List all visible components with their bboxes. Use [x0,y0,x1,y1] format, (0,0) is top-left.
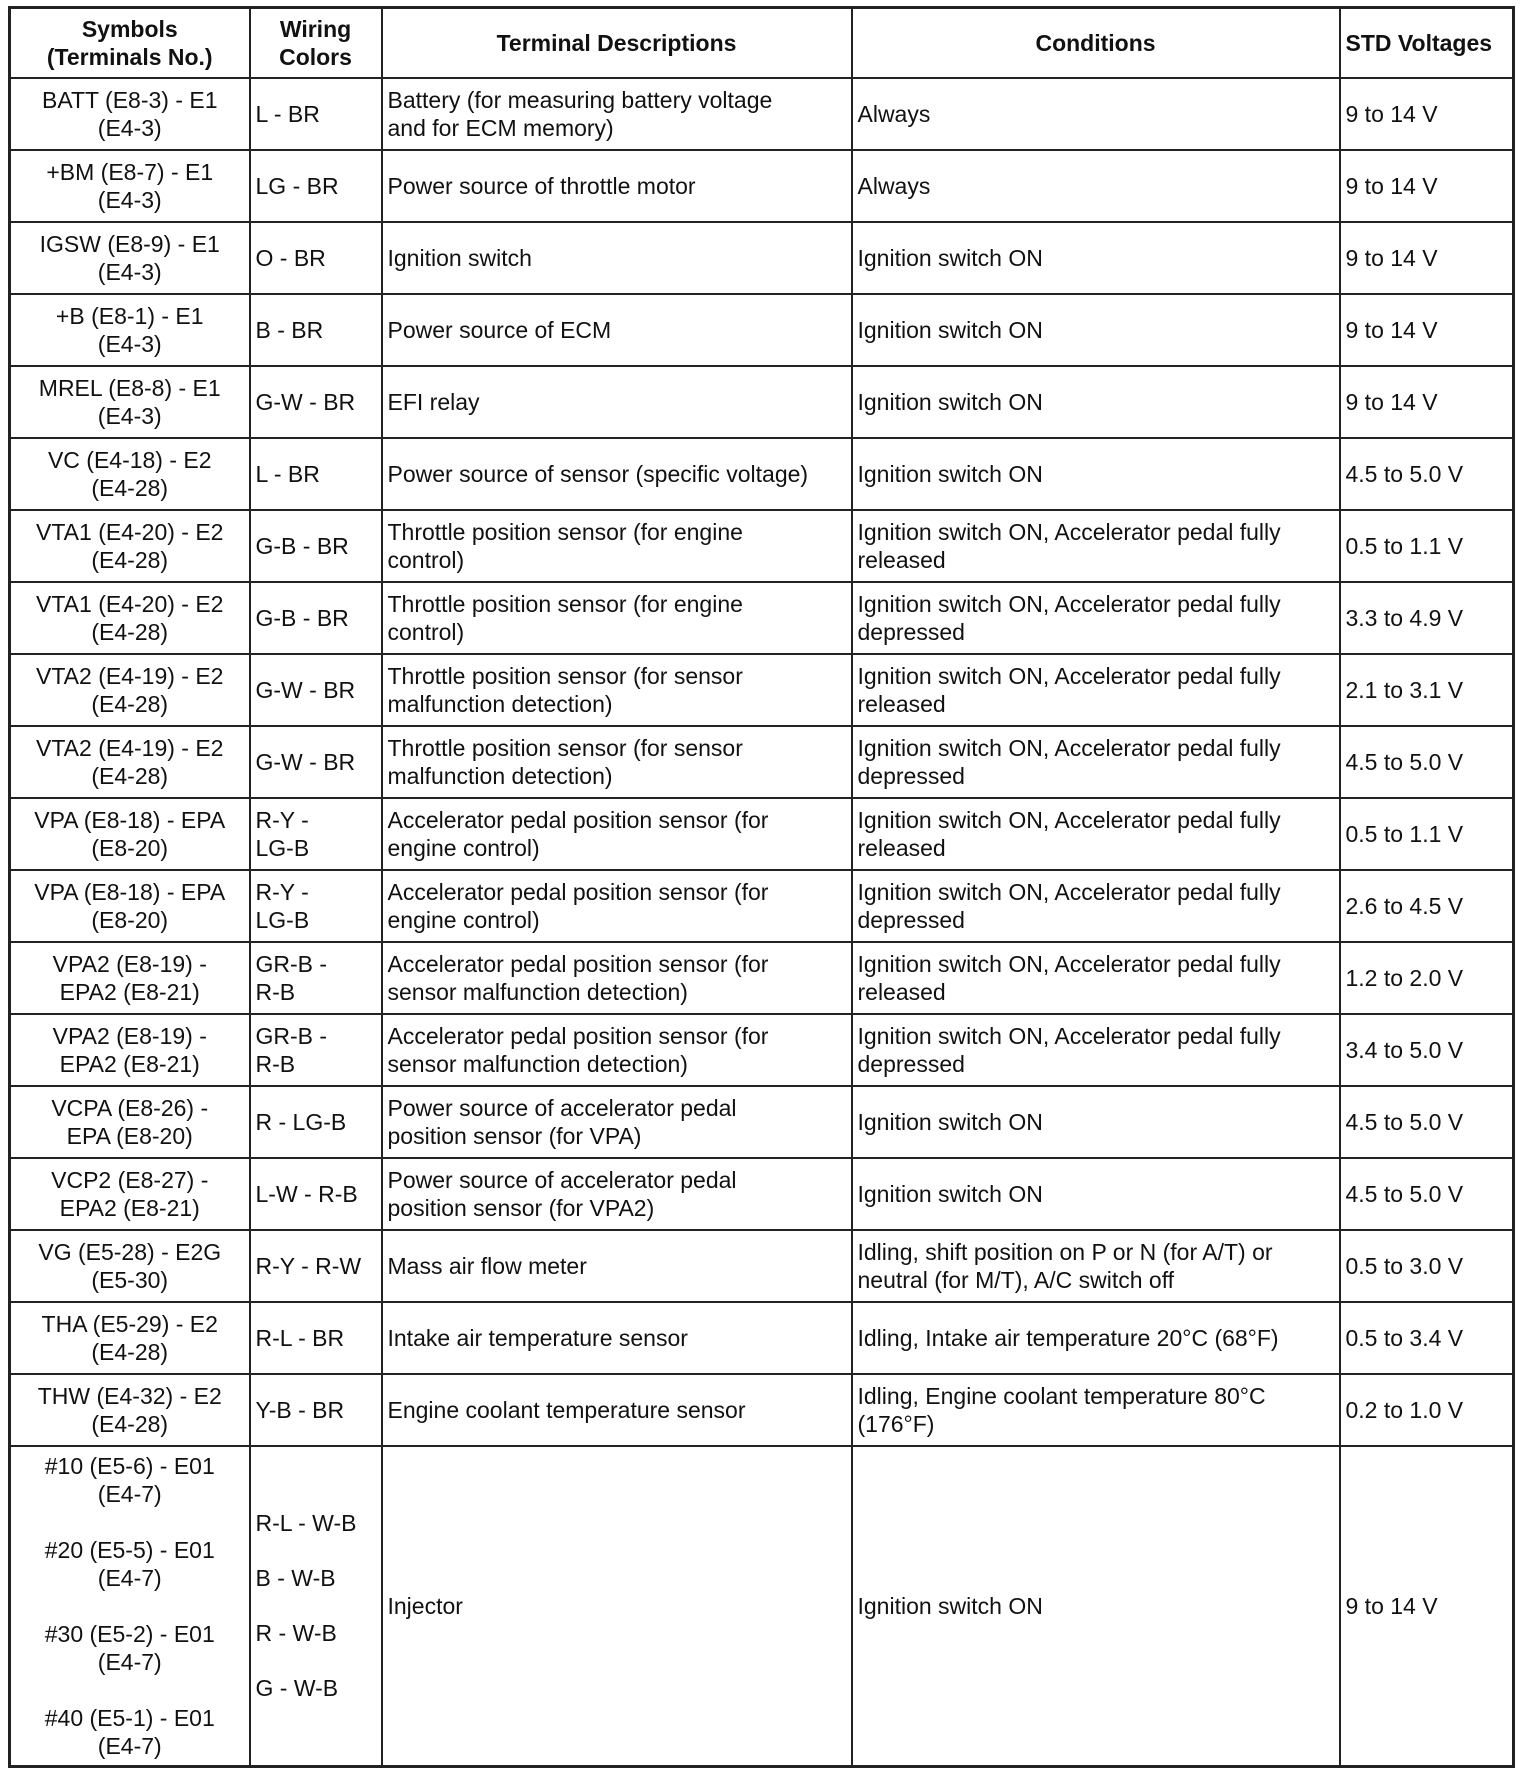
cell-symbol [10,510,250,582]
symbol-line: #10 (E5-6) - E01 [44,1452,215,1479]
cell-line: R-Y - R-W [255,1253,362,1279]
cell-wiring [250,294,382,366]
cell-line: and for ECM memory) [387,115,614,141]
cell-symbol [10,798,250,870]
cell-wiring [250,870,382,942]
cell-symbol [10,150,250,222]
cell-line: Ignition switch ON [857,245,1043,271]
cell-line: VPA (E8-18) - EPA [34,879,226,905]
cell-line: Ignition switch ON [857,317,1043,343]
cell-symbol [10,654,250,726]
cell-line: released [857,979,946,1005]
cell-symbol [10,942,250,1014]
cell-symbol [10,1230,250,1302]
cell-wiring [250,726,382,798]
cell-line: G-B - BR [255,533,349,559]
table-row [10,1158,1514,1230]
cell-description [382,78,852,150]
header-wiring-line2: Colors [279,44,352,70]
cell-description [382,1374,852,1446]
cell-line: position sensor (for VPA) [387,1123,642,1149]
cell-wiring [250,510,382,582]
cell-condition [852,726,1340,798]
cell-description [382,870,852,942]
wiring-line: G - W-B [255,1675,339,1702]
header-voltages: STD Voltages [1340,8,1514,79]
cell-line: Always [857,173,931,199]
cell-voltage: 9 to 14 V [1340,78,1514,150]
table-container [8,6,1515,1768]
cell-voltage: 0.5 to 3.0 V [1340,1230,1514,1302]
header-symbols [10,8,250,79]
injector-symbol-2 [45,1536,215,1592]
wiring-line: B - W-B [255,1565,336,1592]
cell-line: VPA2 (E8-19) - [52,951,207,977]
cell-condition [852,1374,1340,1446]
cell-voltage: 3.4 to 5.0 V [1340,1014,1514,1086]
cell-line: Mass air flow meter [387,1253,587,1279]
cell-symbol [10,1158,250,1230]
cell-line: Ignition switch ON, Accelerator pedal fully [857,663,1281,689]
header-conditions: Conditions [852,8,1340,79]
cell-voltage: 4.5 to 5.0 V [1340,438,1514,510]
cell-line: Always [857,101,931,127]
cell-line: released [857,691,946,717]
cell-wiring [250,222,382,294]
symbol-line: (E4-7) [97,1732,162,1759]
cell-line: LG - BR [255,173,339,199]
cell-line: O - BR [255,245,326,271]
cell-line: G-B - BR [255,605,349,631]
cell-line: Intake air temperature sensor [387,1325,688,1351]
cell-line: Y-B - BR [255,1397,345,1423]
cell-line: depressed [857,619,965,645]
cell-line: (E4-3) [97,187,162,213]
cell-description: Injector [382,1446,852,1766]
cell-wiring [250,654,382,726]
cell-line: L-W - R-B [255,1181,358,1207]
cell-condition [852,1086,1340,1158]
cell-line: (E4-28) [91,1339,169,1365]
cell-symbol [10,78,250,150]
header-row [10,8,1514,79]
cell-line: VCP2 (E8-27) - [51,1167,209,1193]
cell-description [382,1230,852,1302]
cell-description [382,510,852,582]
cell-line: THW (E4-32) - E2 [37,1383,222,1409]
cell-line: VTA2 (E4-19) - E2 [36,663,224,689]
table-row [10,78,1514,150]
cell-line: VTA1 (E4-20) - E2 [36,519,224,545]
cell-line: Accelerator pedal position sensor (for [387,807,769,833]
cell-line: sensor malfunction detection) [387,979,688,1005]
cell-condition [852,78,1340,150]
cell-wiring [250,1014,382,1086]
cell-line: position sensor (for VPA2) [387,1195,655,1221]
injector-wiring-stack [256,1509,376,1702]
cell-description [382,222,852,294]
cell-line: (E4-28) [91,1411,169,1437]
cell-line: Ignition switch ON [857,1109,1043,1135]
cell-line: (E4-28) [91,475,169,501]
cell-voltage: 9 to 14 V [1340,294,1514,366]
cell-line: (E5-30) [91,1267,169,1293]
cell-voltage: 9 to 14 V [1340,222,1514,294]
cell-line: VPA2 (E8-19) - [52,1023,207,1049]
cell-line: Ignition switch ON, Accelerator pedal fully [857,735,1281,761]
cell-line: malfunction detection) [387,691,613,717]
cell-wiring [250,366,382,438]
cell-condition [852,1014,1340,1086]
symbol-line: (E4-7) [97,1564,162,1591]
table-row [10,654,1514,726]
cell-line: (E4-3) [97,331,162,357]
cell-line: EFI relay [387,389,480,415]
cell-line: EPA2 (E8-21) [59,1051,200,1077]
cell-line: Throttle position sensor (for engine [387,519,743,545]
cell-line: Ignition switch ON [857,461,1043,487]
cell-condition [852,510,1340,582]
cell-symbol [10,438,250,510]
table-row [10,222,1514,294]
cell-condition [852,1158,1340,1230]
injector-symbol-3 [45,1620,215,1676]
cell-description [382,150,852,222]
cell-line: Power source of accelerator pedal [387,1095,737,1121]
cell-condition [852,222,1340,294]
cell-line: engine control) [387,835,540,861]
cell-symbol [10,870,250,942]
cell-voltage: 0.5 to 1.1 V [1340,798,1514,870]
symbol-line: #30 (E5-2) - E01 [44,1620,215,1647]
cell-description [382,582,852,654]
cell-condition [852,150,1340,222]
cell-voltage: 9 to 14 V [1340,150,1514,222]
cell-condition [852,366,1340,438]
cell-line: EPA (E8-20) [66,1123,193,1149]
cell-line: depressed [857,907,965,933]
cell-line: R-B [255,979,296,1005]
table-row [10,438,1514,510]
cell-line: Accelerator pedal position sensor (for [387,951,769,977]
cell-wiring [250,78,382,150]
cell-voltage: 4.5 to 5.0 V [1340,1158,1514,1230]
cell-voltage: 0.2 to 1.0 V [1340,1374,1514,1446]
cell-wiring [250,942,382,1014]
cell-symbol [10,1302,250,1374]
cell-line: L - BR [255,461,320,487]
cell-symbol [10,1374,250,1446]
cell-line: VC (E4-18) - E2 [47,447,212,473]
cell-line: Throttle position sensor (for sensor [387,735,743,761]
table-row [10,510,1514,582]
cell-symbol [10,726,250,798]
symbol-line: #20 (E5-5) - E01 [44,1536,215,1563]
cell-wiring [250,798,382,870]
cell-line: Idling, Engine coolant temperature 80°C [857,1383,1266,1409]
cell-description [382,438,852,510]
cell-line: EPA2 (E8-21) [59,1195,200,1221]
cell-description [382,942,852,1014]
cell-line: (E4-28) [91,691,169,717]
cell-condition [852,294,1340,366]
cell-line: VG (E5-28) - E2G [38,1239,222,1265]
cell-description [382,1302,852,1374]
cell-condition [852,438,1340,510]
cell-line: (E4-3) [97,115,162,141]
table-row [10,1230,1514,1302]
cell-line: VPA (E8-18) - EPA [34,807,226,833]
cell-voltage: 2.6 to 4.5 V [1340,870,1514,942]
cell-condition [852,942,1340,1014]
cell-line: (E4-28) [91,547,169,573]
table-row [10,1374,1514,1446]
cell-line: neutral (for M/T), A/C switch off [857,1267,1175,1293]
cell-voltage: 4.5 to 5.0 V [1340,726,1514,798]
cell-line: (E4-3) [97,259,162,285]
cell-line: G-W - BR [255,677,356,703]
table-row [10,150,1514,222]
cell-line: Battery (for measuring battery voltage [387,87,773,113]
cell-description [382,726,852,798]
cell-line: R - LG-B [255,1109,347,1135]
cell-wiring [250,1302,382,1374]
injector-symbol-1 [45,1452,215,1508]
header-wiring-line1: Wiring [279,16,352,42]
cell-line: Power source of accelerator pedal [387,1167,737,1193]
cell-line: Accelerator pedal position sensor (for [387,879,769,905]
cell-line: R-Y - [255,807,309,833]
cell-line: (176°F) [857,1411,935,1437]
cell-line: (E8-20) [91,907,169,933]
symbol-line: (E4-7) [97,1648,162,1675]
cell-line: VCPA (E8-26) - [51,1095,209,1121]
table-row [10,870,1514,942]
cell-description [382,1014,852,1086]
header-wiring [250,8,382,79]
injector-symbol-stack [16,1452,244,1760]
ecm-terminal-table [8,6,1515,1768]
cell-voltage: 1.2 to 2.0 V [1340,942,1514,1014]
cell-line: Ignition switch ON, Accelerator pedal fully [857,519,1281,545]
cell-line: THA (E5-29) - E2 [41,1311,218,1337]
cell-wiring [250,1086,382,1158]
cell-wiring [250,150,382,222]
cell-line: depressed [857,763,965,789]
table-row [10,582,1514,654]
header-symbols-line2: (Terminals No.) [46,44,213,70]
cell-line: control) [387,547,465,573]
symbol-line: (E4-7) [97,1480,162,1507]
cell-line: G-W - BR [255,389,356,415]
cell-line: VTA2 (E4-19) - E2 [36,735,224,761]
cell-symbol [10,366,250,438]
cell-line: VTA1 (E4-20) - E2 [36,591,224,617]
cell-line: Ignition switch ON [857,389,1043,415]
cell-symbol [10,222,250,294]
cell-line: R-B [255,1051,296,1077]
cell-line: Ignition switch ON, Accelerator pedal fully [857,879,1281,905]
cell-voltage: 4.5 to 5.0 V [1340,1086,1514,1158]
cell-line: Idling, Intake air temperature 20°C (68°F) [857,1325,1279,1351]
cell-line: EPA2 (E8-21) [59,979,200,1005]
cell-wiring [250,1158,382,1230]
cell-line: Ignition switch [387,245,532,271]
table-row [10,1302,1514,1374]
cell-wiring [250,438,382,510]
header-descriptions: Terminal Descriptions [382,8,852,79]
cell-condition [852,582,1340,654]
table-row [10,942,1514,1014]
cell-line: Idling, shift position on P or N (for A/T) or [857,1239,1273,1265]
cell-line: Ignition switch ON, Accelerator pedal fully [857,1023,1281,1049]
cell-line: L - BR [255,101,320,127]
cell-description [382,1158,852,1230]
cell-voltage: 0.5 to 1.1 V [1340,510,1514,582]
wiring-line: R - W-B [255,1620,337,1647]
cell-symbol [10,1086,250,1158]
cell-condition [852,870,1340,942]
cell-wiring [250,1374,382,1446]
cell-description [382,366,852,438]
injector-symbol-4 [45,1704,215,1760]
cell-wiring [250,1230,382,1302]
symbol-line: #40 (E5-1) - E01 [44,1704,215,1731]
cell-line: released [857,835,946,861]
cell-voltage: 9 to 14 V [1340,1446,1514,1766]
cell-condition [852,1302,1340,1374]
cell-symbol [10,582,250,654]
cell-line: (E4-3) [97,403,162,429]
cell-line: Ignition switch ON [857,1181,1043,1207]
cell-description [382,1086,852,1158]
cell-condition [852,798,1340,870]
cell-line: Power source of throttle motor [387,173,696,199]
cell-line: MREL (E8-8) - E1 [38,375,221,401]
cell-line: (E4-28) [91,763,169,789]
table-row [10,366,1514,438]
cell-symbol [10,1446,250,1766]
cell-voltage: 9 to 14 V [1340,366,1514,438]
cell-line: IGSW (E8-9) - E1 [39,231,220,257]
cell-line: R-Y - [255,879,309,905]
table-row [10,1014,1514,1086]
table-row [10,1086,1514,1158]
cell-line: Engine coolant temperature sensor [387,1397,746,1423]
cell-line: LG-B [255,907,310,933]
wiring-line: R-L - W-B [255,1510,357,1537]
cell-line: Ignition switch ON, Accelerator pedal fully [857,591,1281,617]
cell-line: Accelerator pedal position sensor (for [387,1023,769,1049]
table-body [10,78,1514,1766]
cell-line: malfunction detection) [387,763,613,789]
cell-condition [852,654,1340,726]
cell-line: engine control) [387,907,540,933]
cell-line: Throttle position sensor (for sensor [387,663,743,689]
cell-voltage: 0.5 to 3.4 V [1340,1302,1514,1374]
cell-line: depressed [857,1051,965,1077]
cell-description [382,654,852,726]
cell-condition: Ignition switch ON [852,1446,1340,1766]
cell-line: +BM (E8-7) - E1 [46,159,214,185]
cell-voltage: 3.3 to 4.9 V [1340,582,1514,654]
cell-voltage: 2.1 to 3.1 V [1340,654,1514,726]
cell-line: Power source of ECM [387,317,612,343]
cell-line: sensor malfunction detection) [387,1051,688,1077]
cell-line: (E8-20) [91,835,169,861]
cell-line: GR-B - [255,951,328,977]
cell-line: LG-B [255,835,310,861]
cell-line: BATT (E8-3) - E1 [41,87,218,113]
cell-line: control) [387,619,465,645]
cell-line: Ignition switch ON, Accelerator pedal fully [857,951,1281,977]
cell-symbol [10,1014,250,1086]
cell-line: (E4-28) [91,619,169,645]
cell-symbol [10,294,250,366]
cell-wiring [250,1446,382,1766]
cell-line: G-W - BR [255,749,356,775]
cell-line: +B (E8-1) - E1 [55,303,204,329]
cell-description [382,798,852,870]
table-row [10,726,1514,798]
cell-line: Ignition switch ON, Accelerator pedal fully [857,807,1281,833]
cell-line: GR-B - [255,1023,328,1049]
cell-line: Power source of sensor (specific voltage) [387,461,809,487]
cell-wiring [250,582,382,654]
cell-line: Throttle position sensor (for engine [387,591,743,617]
header-symbols-line1: Symbols [81,16,178,42]
table-row [10,294,1514,366]
cell-condition [852,1230,1340,1302]
cell-line: B - BR [255,317,324,343]
cell-description [382,294,852,366]
cell-line: released [857,547,946,573]
table-row [10,798,1514,870]
table-row-injector [10,1446,1514,1766]
cell-line: R-L - BR [255,1325,345,1351]
